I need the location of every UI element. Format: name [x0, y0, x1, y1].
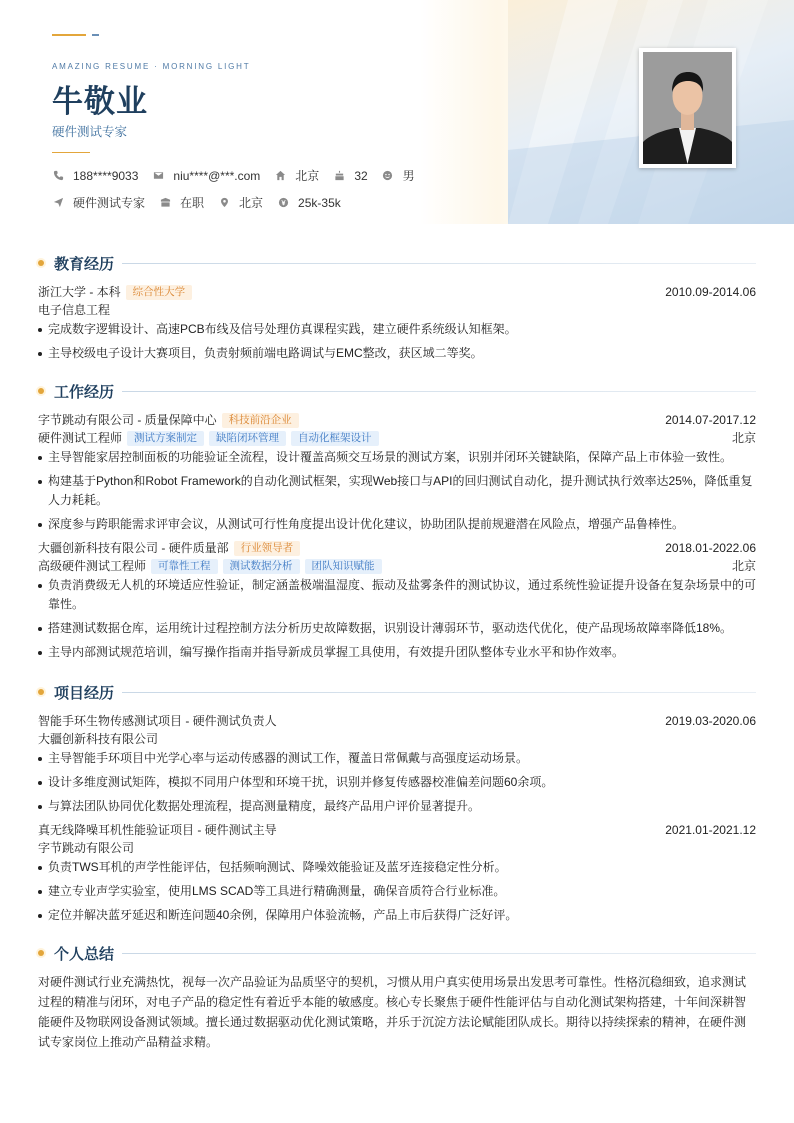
work-location: 北京	[731, 431, 756, 445]
education-dates: 2010.09-2014.06	[665, 285, 756, 299]
section-divider	[122, 692, 756, 693]
email-info	[152, 169, 260, 183]
project-org-line	[36, 730, 756, 748]
list-item: 主导校级电子设计大赛项目，负责射频前端电路调试与EMC整改，获区域二等奖。	[38, 344, 756, 363]
project-dates: 2019.03-2020.06	[665, 714, 756, 728]
city-info	[274, 167, 319, 184]
section-dot-icon	[36, 687, 46, 697]
list-item: 负责TWS耳机的声学性能评估，包括频响测试、降噪效能验证及蓝牙连接稳定性分析。	[38, 858, 756, 877]
role-line	[36, 557, 756, 575]
company-tag: 科技前沿企业	[222, 413, 299, 428]
job-status-text: 在职	[180, 196, 205, 210]
summary-text: 对硬件测试行业充满热忱，视每一次产品验证为品质坚守的契机，习惯从用户真实使用场景出发思考可靠性。性格沉稳细致，追求测试过程的精准与闭环，对电子产品的稳定性有着近乎本能的敏感度。核心专长聚焦于硬件性能评估与自动化测试架构搭建，十年间深耕智能硬件及物联网设备测试领域。擅长通过数据驱动优化测试策略，并乐于沉淀方法论赋能团队成长。期待以持续探索的精神，在硬件测试专家岗位上推动产品精益求精。	[38, 975, 747, 1049]
target-role-info	[52, 194, 145, 211]
section-title: 工作经历	[54, 383, 115, 401]
major-name: 电子信息工程	[38, 303, 111, 317]
phone-text: 188****9033	[73, 168, 139, 183]
profile-photo	[639, 48, 736, 168]
project-org: 字节跳动有限公司	[38, 841, 135, 855]
gender-text: 男	[402, 169, 415, 183]
company-line	[36, 539, 756, 557]
section-title: 教育经历	[54, 255, 115, 273]
list-item: 完成数字逻辑设计、高速PCB布线及信号处理仿真课程实践，建立硬件系统级认知框架。	[38, 320, 756, 339]
company-line	[36, 411, 756, 429]
work-location: 北京	[731, 559, 756, 573]
list-item: 搭建测试数据仓库，运用统计过程控制方法分析历史故障数据，识别设计薄弱环节，驱动迭代优化，使产品现场故障率降低18%。	[38, 619, 756, 638]
phone-info	[52, 169, 138, 183]
summary-section	[36, 942, 756, 1052]
list-item: 深度参与跨职能需求评审会议，从测试可行性角度提出设计优化建议，协助团队提前规避潜在风险点，增强产品鲁棒性。	[38, 515, 756, 534]
candidate-title: 硬件测试专家	[52, 125, 128, 139]
skill-tag: 测试数据分析	[223, 559, 300, 574]
section-divider	[122, 953, 756, 954]
skill-tag: 缺陷闭环管理	[209, 431, 286, 446]
work-heading	[36, 380, 756, 402]
accent-lines	[52, 34, 99, 36]
education-school-line	[36, 283, 756, 301]
cake-icon	[333, 170, 345, 182]
section-dot-icon	[36, 386, 46, 396]
project-bullets	[36, 858, 756, 925]
list-item: 构建基于Python和Robot Framework的自动化测试框架，实现Web接口与API的回归测试自动化，提升测试执行效率达25%，降低重复人力耗耗。	[38, 472, 756, 510]
section-dot-icon	[36, 948, 46, 958]
status-icon	[159, 197, 171, 209]
skill-tag: 可靠性工程	[151, 559, 218, 574]
company-name: 字节跳动有限公司 - 质量保障中心	[38, 413, 217, 427]
phone-icon	[52, 170, 64, 182]
school-tag: 综合性大学	[126, 285, 193, 300]
project-name: 智能手环生物传感测试项目 - 硬件测试负责人	[38, 714, 277, 728]
work-bullets	[36, 576, 756, 662]
project-title-line	[36, 821, 756, 839]
skill-tag: 自动化框架设计	[291, 431, 379, 446]
role-name: 硬件测试工程师	[38, 431, 123, 445]
work-dates: 2018.01-2022.06	[665, 541, 756, 555]
target-role-text: 硬件测试专家	[73, 196, 146, 210]
project-dates: 2021.01-2021.12	[665, 823, 756, 837]
education-heading	[36, 252, 756, 274]
salary-text: 25k-35k	[298, 195, 341, 210]
contact-info-row	[52, 167, 429, 184]
gender-info	[382, 167, 415, 184]
education-section	[36, 252, 756, 368]
work-entry	[36, 539, 756, 662]
education-major-line	[36, 301, 756, 319]
resume-header	[0, 0, 794, 224]
role-name: 高级硬件测试工程师	[38, 559, 147, 573]
age-text: 32	[354, 168, 368, 183]
title-underline	[52, 152, 90, 153]
list-item: 与算法团队协同优化数据处理流程，提高测量精度，最终产品用户评价显著提升。	[38, 797, 756, 816]
role-line	[36, 429, 756, 447]
salary-info	[277, 196, 341, 210]
education-bullets	[36, 320, 756, 363]
section-title: 个人总结	[54, 945, 115, 963]
location-pin-icon	[218, 197, 230, 209]
home-icon	[274, 170, 286, 182]
summary-heading	[36, 942, 756, 964]
section-divider	[122, 391, 756, 392]
list-item: 定位并解决蓝牙延迟和断连问题40余例，保障用户体验流畅，产品上市后获得广泛好评。	[38, 906, 756, 925]
list-item: 主导智能家居控制面板的功能验证全流程，设计覆盖高频交互场景的测试方案，识别并闭环关键缺陷，保障产品上市体验一致性。	[38, 448, 756, 467]
list-item: 负责消费级无人机的环境适应性验证，制定涵盖极端温湿度、振动及盐雾条件的测试协议，通过系统性验证提升设备在复杂场景中的可靠性。	[38, 576, 756, 614]
mail-icon	[152, 170, 164, 182]
age-info	[333, 169, 367, 183]
work-section	[36, 380, 756, 667]
gender-icon	[382, 170, 394, 182]
work-city-info	[218, 194, 263, 211]
work-entry	[36, 411, 756, 534]
company-tag: 行业领导者	[234, 541, 301, 556]
project-entry	[36, 821, 756, 925]
project-bullets	[36, 749, 756, 816]
section-dot-icon	[36, 258, 46, 268]
company-name: 大疆创新科技有限公司 - 硬件质量部	[38, 541, 229, 555]
project-title-line	[36, 712, 756, 730]
job-status-info	[159, 194, 204, 211]
project-org-line	[36, 839, 756, 857]
salary-icon	[277, 197, 289, 209]
list-item: 主导内部测试规范培训，编写操作指南并指导新成员掌握工具使用，有效提升团队整体专业水平和协作效率。	[38, 643, 756, 662]
project-name: 真无线降噪耳机性能验证项目 - 硬件测试主导	[38, 823, 277, 837]
work-city-text: 北京	[239, 196, 264, 210]
job-info-row	[52, 194, 355, 211]
candidate-name: 牛敬业	[52, 84, 148, 119]
list-item: 主导智能手环项目中光学心率与运动传感器的测试工作，覆盖日常佩戴与高强度运动场景。	[38, 749, 756, 768]
projects-section	[36, 681, 756, 930]
section-title: 项目经历	[54, 684, 115, 702]
email-text: niu****@***.com	[173, 168, 261, 183]
send-icon	[52, 197, 64, 209]
skill-tag: 测试方案制定	[127, 431, 204, 446]
projects-heading	[36, 681, 756, 703]
skill-tag: 团队知识赋能	[305, 559, 382, 574]
project-org: 大疆创新科技有限公司	[38, 732, 159, 746]
list-item: 设计多维度测试矩阵，模拟不同用户体型和环境干扰，识别并修复传感器校准偏差问题60余项。	[38, 773, 756, 792]
project-entry	[36, 712, 756, 816]
city-text: 北京	[295, 169, 320, 183]
section-divider	[122, 263, 756, 264]
work-bullets	[36, 448, 756, 534]
list-item: 建立专业声学实验室，使用LMS SCAD等工具进行精确测量，确保音质符合行业标准。	[38, 882, 756, 901]
tagline: AMAZING RESUME · MORNING LIGHT	[52, 62, 251, 71]
school-name: 浙江大学 - 本科	[38, 285, 121, 299]
work-dates: 2014.07-2017.12	[665, 413, 756, 427]
